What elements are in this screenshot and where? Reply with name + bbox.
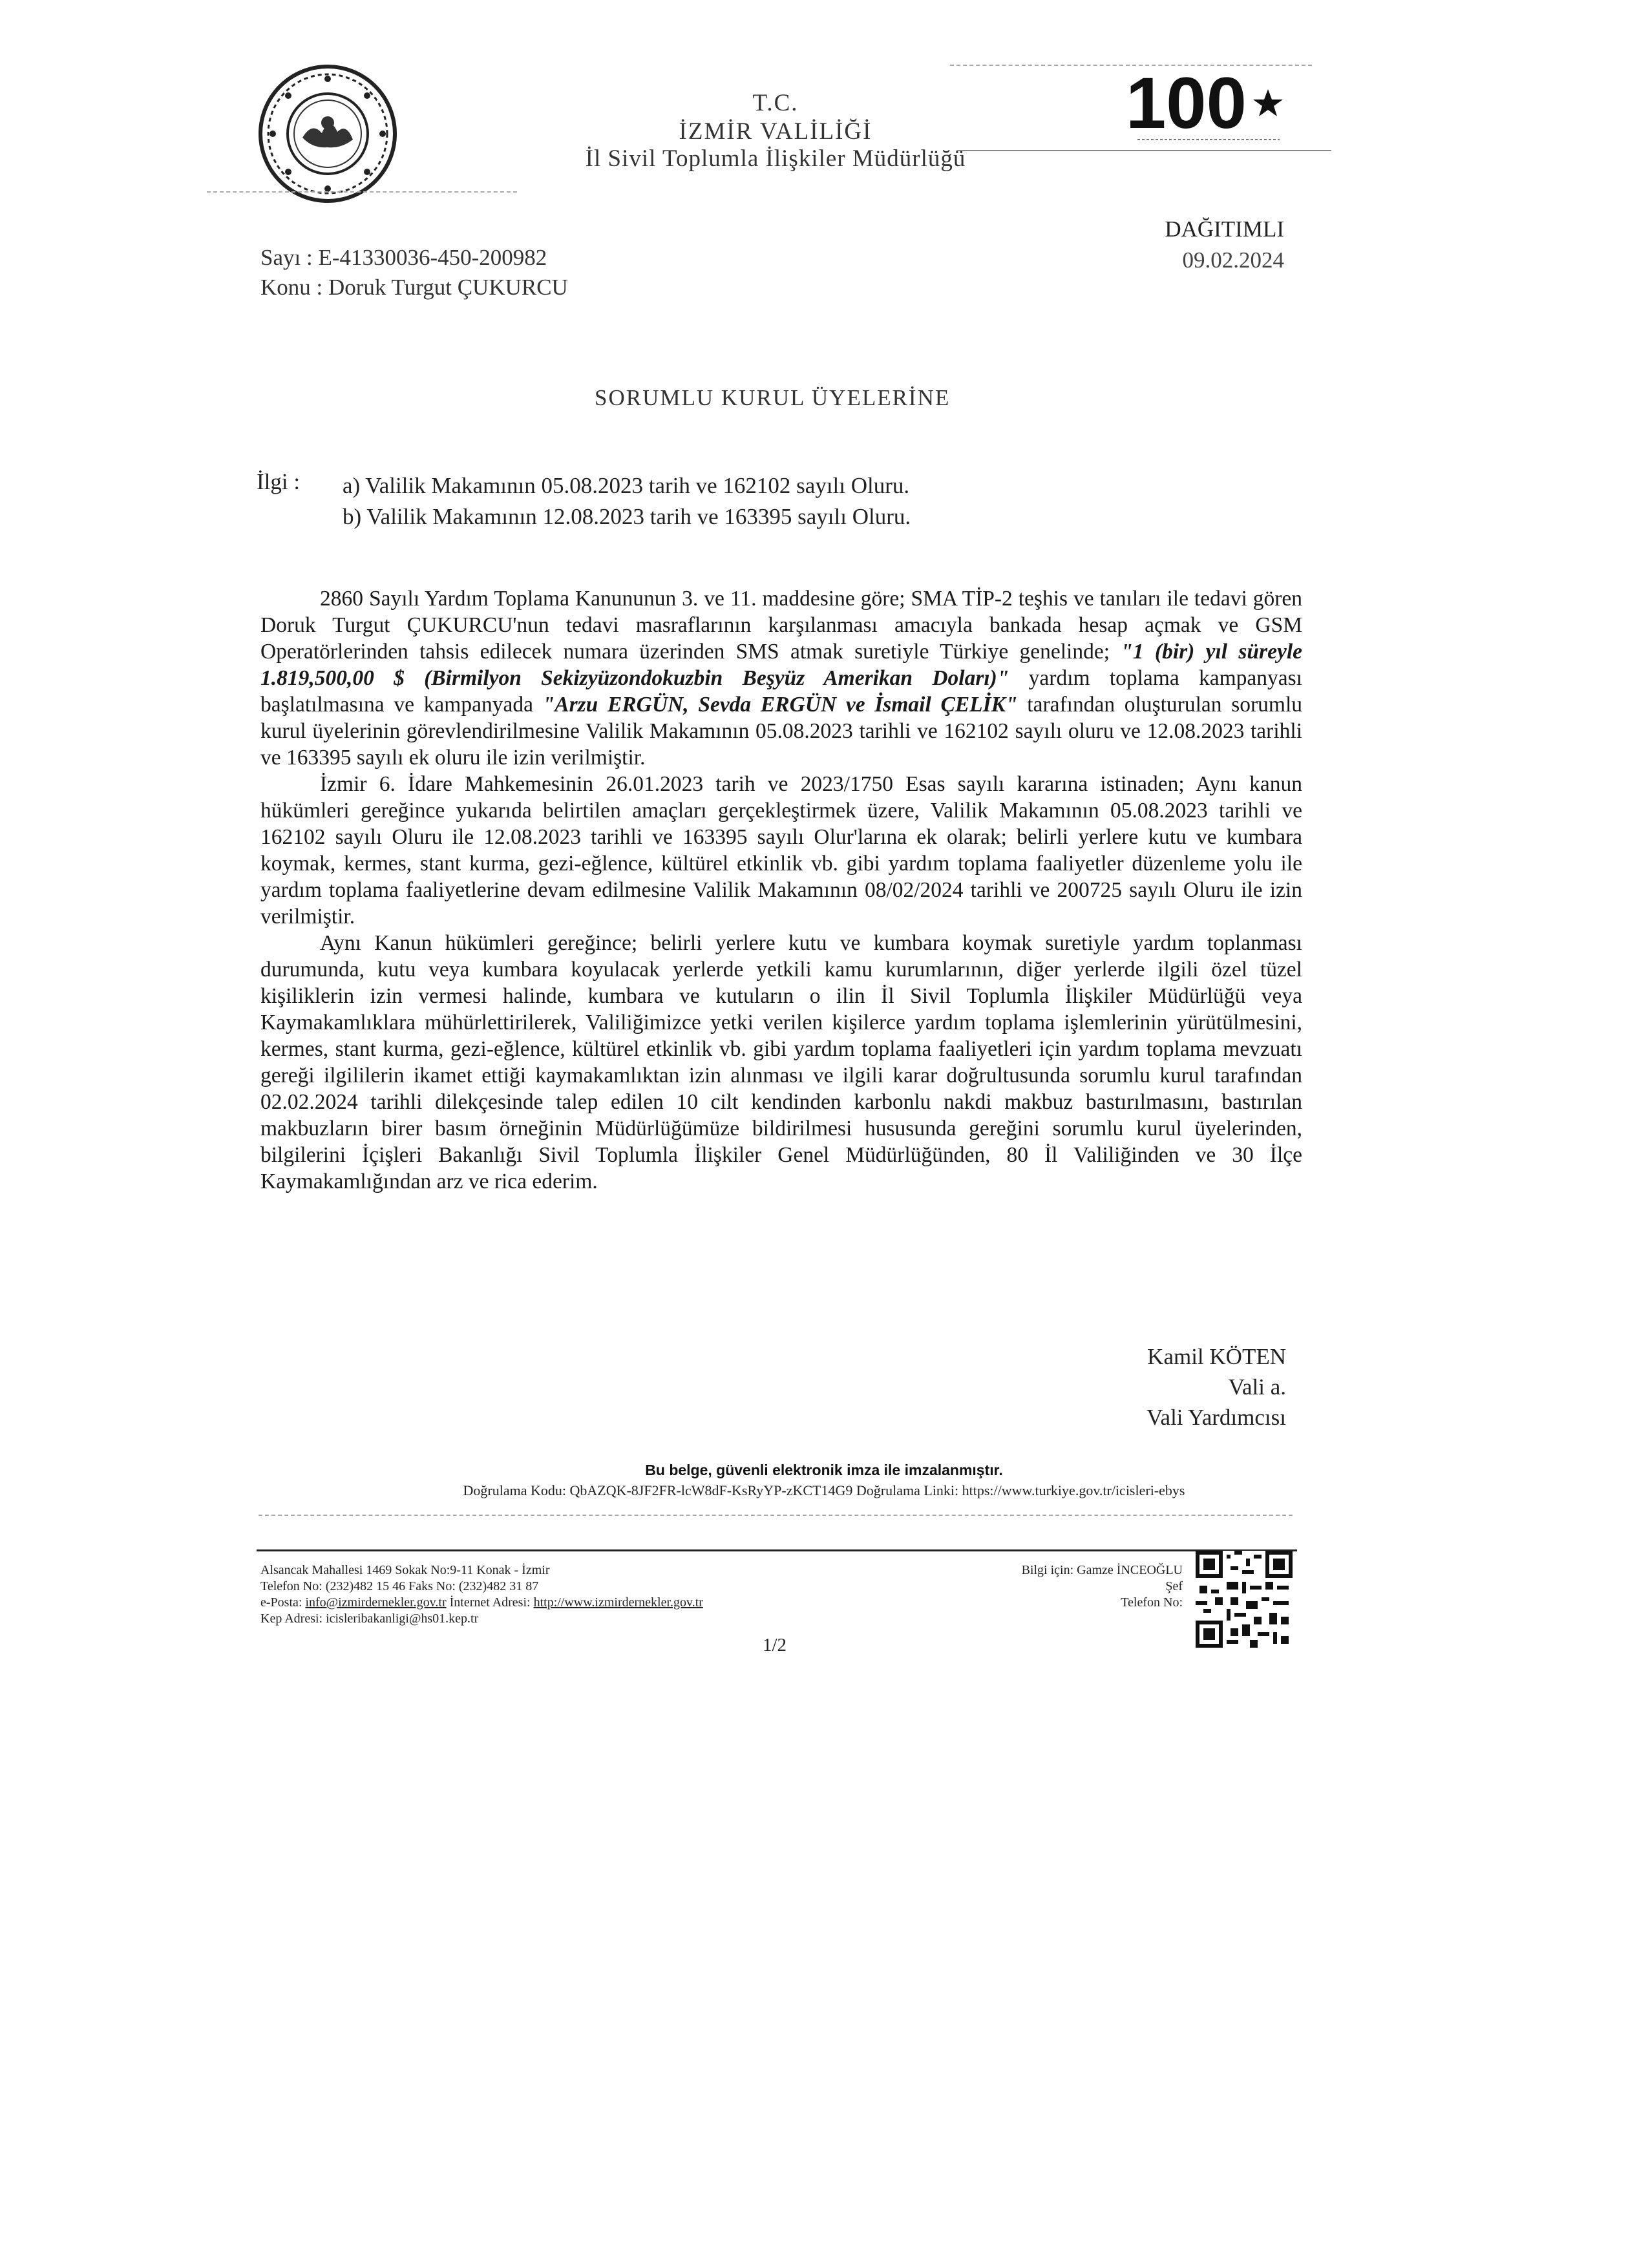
distribution-label: DAĞITIMLI <box>1165 216 1284 242</box>
body-text <box>260 585 1302 1195</box>
info-contact: Bilgi için: Gamze İNCEOĞLU <box>1021 1563 1183 1577</box>
verification-line <box>0 1482 1648 1499</box>
verify-code: QbAZQK-8JF2FR-lcW8dF-KsRyYP-zKCT14G9 <box>569 1482 853 1498</box>
footer-kep: Kep Adresi: icisleribakanligi@hs01.kep.tr <box>260 1612 479 1626</box>
centennial-logo-text: 100 <box>1126 63 1247 143</box>
web-link[interactable]: http://www.izmirdernekler.gov.tr <box>533 1595 703 1610</box>
signatory-name: Kamil KÖTEN <box>1147 1344 1286 1369</box>
document-date: 09.02.2024 <box>1182 247 1284 273</box>
signatory-line2: Vali a. <box>1228 1374 1286 1400</box>
signature-block <box>1146 1341 1286 1433</box>
committee-members: "Arzu ERGÜN, Sevda ERGÜN ve İsmail ÇELİK" <box>542 693 1018 717</box>
subject-value: : Doruk Turgut ÇUKURCU <box>316 275 568 300</box>
reference-item-b: b) Valilik Makamının 12.08.2023 tarih ve 163395 sayılı Oluru. <box>343 504 911 529</box>
web-label: İnternet Adresi: <box>449 1595 531 1610</box>
header-tc: T.C. <box>752 90 799 116</box>
reference-item-a: a) Valilik Makamının 05.08.2023 tarih ve 162102 sayılı Oluru. <box>343 473 910 498</box>
footer-email-web <box>260 1595 703 1611</box>
signatory-title: Vali Yardımcısı <box>1146 1405 1286 1430</box>
email-link[interactable]: info@izmirdernekler.gov.tr <box>305 1595 447 1610</box>
number-value: : E-41330036-450-200982 <box>306 245 547 270</box>
document-number <box>260 243 547 273</box>
verify-code-label: Doğrulama Kodu: <box>463 1482 566 1498</box>
paragraph-1-part-a: 2860 Sayılı Yardım Toplama Kanununun 3. ve 11. maddesine göre; SMA TİP-2 teşhis ve tanıları ile tedavi gören Doruk Turgut ÇUKURCU'nun tedavi masraflarının karşılanması amacıyla bankada hesap açmak ve GSM Operatörlerinden tahsis edilecek numara üzerinden SMS atmak suretiyle Türkiye genelinde; <box>260 587 1302 664</box>
reference-label: İlgi : <box>257 469 301 494</box>
paragraph-1-part-c: yardım toplama kampanyası başlatılmasına ve kampanyada <box>260 666 1302 717</box>
email-label: e-Posta: <box>260 1595 302 1610</box>
paragraph-1-part-e: tarafından oluşturulan sorumlu kurul üyelerinin görevlendirilmesine Valilik Makamının 05.08.2023 tarihli ve 162102 sayılı oluru ve 12.08.2023 tarihli ve 163395 sayılı ek oluru ile izin verilmiştir. <box>260 693 1302 770</box>
header-directorate: İl Sivil Toplumla İlişkiler Müdürlüğü <box>585 145 966 172</box>
verification-rule <box>259 1515 1293 1516</box>
esignature-note: Bu belge, güvenli elektronik imza ile imzalanmıştır. <box>645 1462 1003 1478</box>
footer-address: Alsancak Mahallesi 1469 Sokak No:9-11 Konak - İzmir <box>260 1563 550 1577</box>
paragraph-3: Aynı Kanun hükümleri gereğince; belirli yerlere kutu ve kumbara koymak suretiyle yardım toplanması durumunda, kutu veya kumbara koyulacak yerlerde yetkili kamu kurumlarının, diğer yerlerde ilgili özel tüzel kişiliklerin izin vermesi halinde, kumbara ve kutuların o ilin İl Sivil Toplumla İlişkiler Müdürlüğü veya Kaymakamlıklara mühürlettirilerek, Valiliğimizce yetki verilen kişilerce yardım toplama işlemlerinin yürütülmesini, kermes, stant kurma, gezi-eğlence, kültürel etkinlik vb. gibi yardım toplama faaliyetleri için yardım toplama mevzuatı gereği ilgililerin ikamet ettiği kaymakamlıktan izin alınması ve ilgili karar doğrultusunda sorumlu kurul tarafından 02.02.2024 tarihli dilekçesinde talep edilen 10 cilt kendinden karbonlu nakdi makbuz bastırılmasını, bastırılan makbuzların birer basım örneğinin Müdürlüğümüze bildirilmesi hususunda gereğini sorumlu kurul üyelerinden, bilgilerini İçişleri Bakanlığı Sivil Toplumla İlişkiler Genel Müdürlüğünden, 80 İl Valiliğinden ve 30 İlçe Kaymakamlığından arz ve rica ederim. <box>260 931 1302 1193</box>
header-rule-left <box>207 191 517 193</box>
document-subject <box>260 273 568 302</box>
header-top-rule <box>950 65 1312 66</box>
footer-contact <box>260 1562 703 1627</box>
centennial-logo <box>1125 63 1293 147</box>
page-number: 1/2 <box>763 1635 787 1655</box>
footer-info <box>950 1562 1183 1611</box>
footer-phone: Telefon No: (232)482 15 46 Faks No: (232)482 31 87 <box>260 1579 539 1593</box>
number-label: Sayı <box>260 245 301 270</box>
verify-link[interactable]: https://www.turkiye.gov.tr/icisleri-ebys <box>962 1482 1185 1498</box>
campaign-amount: "1 (bir) yıl süreyle 1.819,500,00 $ (Birmilyon Sekizyüzondokuzbin Beşyüz Amerikan Doları)" <box>260 640 1303 690</box>
header-rule <box>956 150 1331 151</box>
info-role: Şef <box>1165 1579 1183 1593</box>
subject-label: Konu <box>260 275 311 300</box>
header-governorship: İZMİR VALİLİĞİ <box>679 118 872 145</box>
paragraph-2: İzmir 6. İdare Mahkemesinin 26.01.2023 tarih ve 2023/1750 Esas sayılı kararına istinaden; Aynı kanun hükümleri gereğince yukarıda belirtilen amaçları gerçekleştirmek üzere, Valilik Makamının 05.08.2023 tarihli ve 162102 sayılı Oluru ile 12.08.2023 tarihli ve 163395 sayılı Olur'larına ek olarak; belirli yerlere kutu ve kumbara koymak, kermes, stant kurma, gezi-eğlence, kültürel etkinlik vb. gibi yardım toplama faaliyetler düzenleme yolu ile yardım toplama faaliyetlerine devam edilmesine Valilik Makamının 08/02/2024 tarihli ve 200725 sayılı Oluru ile izin verilmiştir. <box>260 772 1302 929</box>
info-phone: Telefon No: <box>1121 1595 1183 1610</box>
footer-rule <box>257 1549 1297 1551</box>
qr-code <box>1196 1551 1293 1648</box>
addressee: SORUMLU KURUL ÜYELERİNE <box>595 385 951 410</box>
institution-seal <box>257 63 398 204</box>
verify-link-label: Doğrulama Linki: <box>856 1482 959 1498</box>
paragraph-1 <box>260 585 1302 771</box>
